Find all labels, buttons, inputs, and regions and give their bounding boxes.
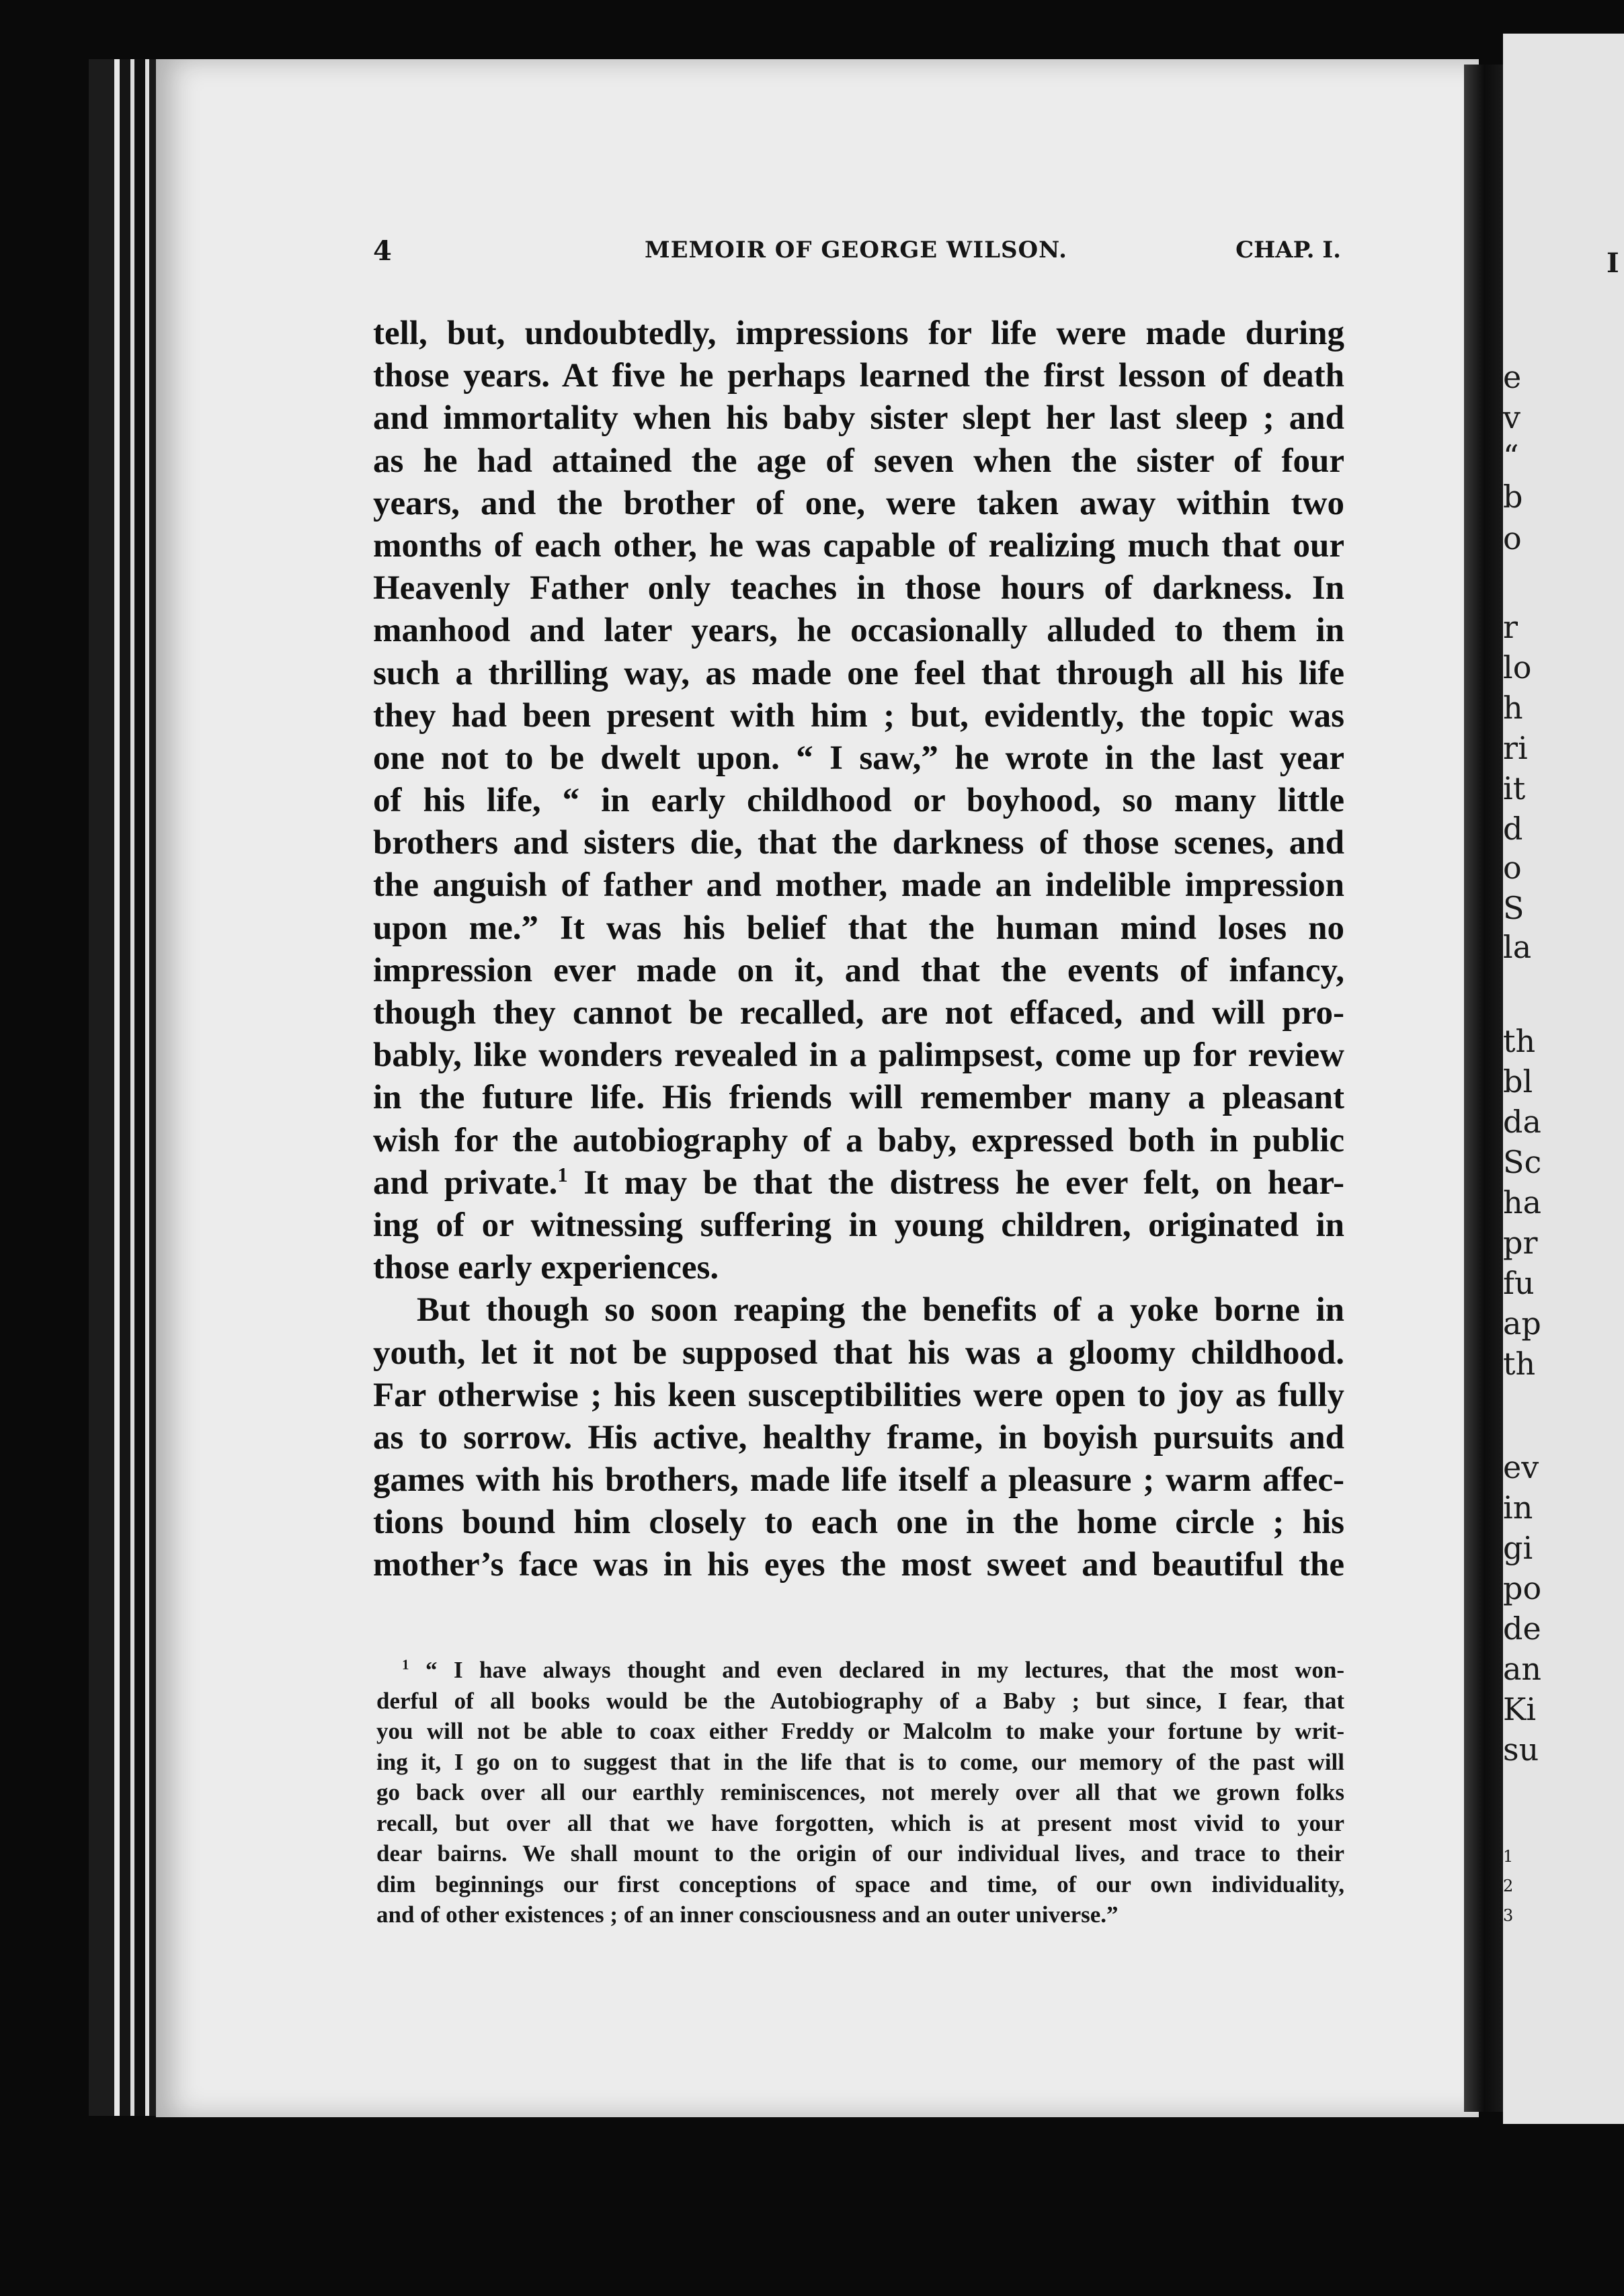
facing-page-text: S (1503, 890, 1525, 926)
text-line: in the future life. His friends will remember many a pleasant (373, 1079, 1344, 1117)
facing-page-text: e (1503, 359, 1522, 395)
facing-page-text: “ (1503, 438, 1519, 475)
footnote-line: derful of all books would be the Autobiography of a Baby ; but since, I fear, that (376, 1687, 1344, 1714)
facing-page-text: lo (1503, 649, 1532, 686)
footnote-line: dear bairns. We shall mount to the origin of our individual lives, and trace to their (376, 1840, 1344, 1867)
footnote-reference: 1 (557, 1163, 568, 1186)
text-fragment: It may be that the distress he ever felt, on hear- (583, 1163, 1344, 1202)
facing-page-text: bl (1503, 1063, 1533, 1100)
page-number: 4 (373, 235, 392, 267)
facing-page-text: Ki (1503, 1691, 1537, 1727)
footnote-line: ing it, I go on to suggest that in the life that is to come, our memory of the past will (376, 1748, 1344, 1775)
facing-page-text: pr (1503, 1225, 1538, 1261)
text-line: one not to be dwelt upon. “ I saw,” he wrote in the last year (373, 739, 1344, 777)
facing-page-text: r (1503, 609, 1518, 645)
text-line: youth, let it not be supposed that his was a gloomy childhood. (373, 1334, 1344, 1372)
paragraph-start-line: But though so soon reaping the benefits of a yoke borne in (417, 1291, 1344, 1329)
facing-page-text: 2 (1503, 1877, 1514, 1895)
facing-page-text: da (1503, 1104, 1541, 1140)
body-text (373, 313, 1344, 1587)
text-line: wish for the autobiography of a baby, expressed both in public (373, 1121, 1344, 1159)
text-line-with-footnote-ref (373, 1162, 1344, 1204)
facing-page-text: b (1503, 479, 1523, 515)
text-line: as he had attained the age of seven when the sister of four (373, 442, 1344, 480)
footnote-line: and of other existences ; of an inner consciousness and an outer universe.” (376, 1901, 1119, 1928)
text-fragment: and private. (373, 1163, 558, 1202)
facing-page-text: o (1503, 520, 1522, 557)
facing-page-text: la (1503, 929, 1532, 965)
text-line: as to sorrow. His active, healthy frame, in boyish pursuits and (373, 1418, 1344, 1457)
facing-page-text: fu (1503, 1265, 1535, 1301)
facing-page-text: I (1607, 247, 1619, 279)
text-line: years, and the brother of one, were taken away within two (373, 484, 1344, 522)
text-line: mother’s face was in his eyes the most sweet and beautiful the (373, 1546, 1344, 1584)
facing-page-text: d (1503, 811, 1523, 847)
text-line: those early experiences. (373, 1249, 719, 1287)
text-line: games with his brothers, made life itself a pleasure ; warm affec- (373, 1461, 1344, 1500)
facing-page-text: o (1503, 850, 1522, 886)
running-head (373, 235, 1341, 269)
facing-page-fragment (1503, 34, 1624, 2124)
text-line: brothers and sisters die, that the darkness of those scenes, and (373, 824, 1344, 862)
footnote-line: dim beginnings our first conceptions of space and time, of our own individuality, (376, 1871, 1344, 1897)
facing-page-text: 3 (1503, 1906, 1514, 1925)
facing-page-text: h (1503, 690, 1523, 726)
facing-page-text: 1 (1503, 1847, 1514, 1866)
text-line: tions bound him closely to each one in the home circle ; his (373, 1504, 1344, 1542)
footnote (376, 1655, 1344, 1930)
text-line: though they cannot be recalled, are not effaced, and will pro- (373, 994, 1344, 1032)
text-line: those years. At five he perhaps learned the first lesson of death (373, 357, 1344, 395)
facing-page-text: in (1503, 1489, 1533, 1526)
facing-page-text: v (1503, 399, 1520, 436)
text-line: bably, like wonders revealed in a palimpsest, come up for review (373, 1036, 1344, 1075)
text-line: ing of or witnessing suffering in young children, originated in (373, 1206, 1344, 1244)
facing-page-text: ev (1503, 1449, 1539, 1485)
footnote-marker: 1 (402, 1656, 409, 1673)
text-line: months of each other, he was capable of realizing much that our (373, 526, 1344, 565)
text-line: tell, but, undoubtedly, impressions for life were made during (373, 315, 1344, 352)
text-fragment: “ I have always thought and even declared in my lectures, that the most won- (425, 1657, 1345, 1683)
text-line: impression ever made on it, and that the events of infancy, (373, 951, 1344, 989)
text-line: manhood and later years, he occasionally alluded to them in (373, 612, 1344, 650)
book-gutter (1464, 65, 1504, 2112)
chapter-label: CHAP. I. (1235, 237, 1341, 263)
facing-page-text: de (1503, 1610, 1541, 1647)
text-line: Far otherwise ; his keen susceptibilities were open to joy as fully (373, 1376, 1344, 1414)
text-line: and immortality when his baby sister slept her last sleep ; and (373, 399, 1344, 438)
footnote-line: go back over all our earthly reminiscences, not merely over all that we grown folks (376, 1779, 1344, 1805)
text-line: such a thrilling way, as made one feel that through all his life (373, 654, 1344, 692)
facing-page-text: ap (1503, 1305, 1541, 1342)
text-line: of his life, “ in early childhood or boyhood, so many little (373, 782, 1344, 820)
facing-page-text: it (1503, 770, 1526, 807)
book-page-edges (89, 59, 163, 2116)
facing-page-text: Sc (1503, 1144, 1542, 1180)
facing-page-text: an (1503, 1651, 1542, 1687)
facing-page-text: po (1503, 1570, 1542, 1606)
facing-page-text: su (1503, 1731, 1539, 1768)
footnote-line (376, 1655, 1344, 1686)
facing-page-text: th (1503, 1346, 1536, 1382)
facing-page-text: ri (1503, 730, 1528, 766)
text-line: Heavenly Father only teaches in those hours of darkness. In (373, 569, 1344, 608)
text-line: the anguish of father and mother, made an indelible impression (373, 866, 1344, 905)
facing-page-text: ha (1503, 1184, 1542, 1221)
footnote-line: recall, but over all that we have forgotten, which is at present most vivid to your (376, 1809, 1344, 1836)
running-title: MEMOIR OF GEORGE WILSON. (645, 237, 1067, 263)
footnote-line: you will not be able to coax either Freddy or Malcolm to make your fortune by writ- (376, 1718, 1344, 1744)
facing-page-text: gi (1503, 1530, 1533, 1566)
text-line: upon me.” It was his belief that the human mind loses no (373, 909, 1344, 947)
facing-page-text: th (1503, 1023, 1536, 1059)
text-line: they had been present with him ; but, evidently, the topic was (373, 696, 1344, 735)
